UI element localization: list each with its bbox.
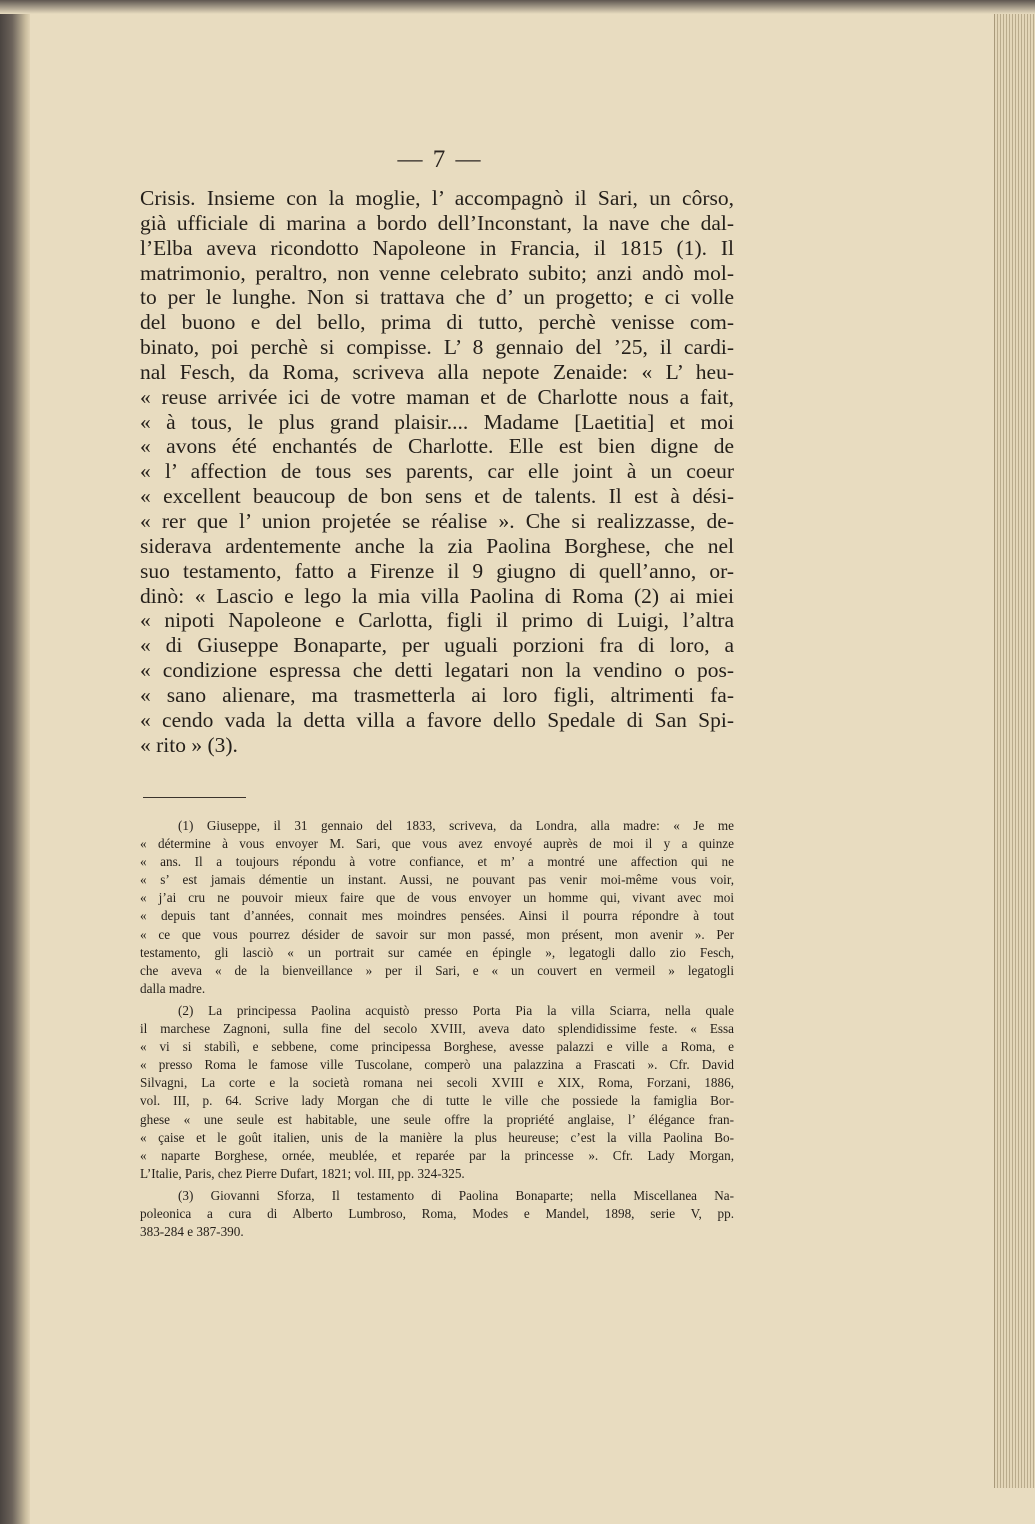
body-line: « à tous, le plus grand plaisir.... Madame [Laetitia] et moi xyxy=(140,409,734,434)
footnote-line: Silvagni, La corte e la società romana nei secoli XVIII e XIX, Roma, Forzani, 1886, xyxy=(140,1075,734,1091)
footnote-line: (2) La principessa Paolina acquistò presso Porta Pia la villa Sciarra, nella quale xyxy=(178,1002,734,1018)
footnote-line: vol. III, p. 64. Scrive lady Morgan che di tutte le ville che possiede la famiglia Bor- xyxy=(140,1093,734,1109)
footnote-line: poleonica a cura di Alberto Lumbroso, Roma, Modes e Mandel, 1898, serie V, pp. xyxy=(140,1205,734,1221)
footnote-line: 383-284 e 387-390. xyxy=(140,1224,244,1240)
body-line: « sano alienare, ma trasmetterla ai loro figli, altrimenti fa- xyxy=(140,682,734,707)
book-binding xyxy=(0,0,30,1524)
footnote-line: « ce que vous pourrez désider de savoir sur mon passé, mon présent, mon avenir ». Per xyxy=(140,926,734,942)
page-edges xyxy=(994,14,1035,1488)
body-line: nal Fesch, da Roma, scriveva alla nepote Zenaide: « L’ heu- xyxy=(140,359,734,384)
body-line: Crisis. Insieme con la moglie, l’ accompagnò il Sari, un côrso, xyxy=(140,186,734,210)
footnote-line: « s’ est jamais démentie un instant. Aussi, ne pouvant pas venir moi-même vous voir, xyxy=(140,872,734,888)
body-line: « cendo vada la detta villa a favore dello Spedale di San Spi- xyxy=(140,707,734,732)
footnote-line: « naparte Borghese, ornée, meublée, et reparée par la princesse ». Cfr. Lady Morgan, xyxy=(140,1147,734,1163)
footnote-1 xyxy=(140,817,734,998)
body-line: « avons été enchantés de Charlotte. Elle est bien digne de xyxy=(140,434,734,459)
body-line: « di Giuseppe Bonaparte, per uguali porzioni fra di loro, a xyxy=(140,633,734,658)
footnote-line: « çaise et le goût italien, unis de la manière la plus heureuse; c’est la villa Paolina Bo- xyxy=(140,1129,734,1145)
footnote-line: « ans. Il a toujours répondu à votre confiance, et m’ a montré une affection qui ne xyxy=(140,854,734,870)
body-line: l’Elba aveva ricondotto Napoleone in Francia, il 1815 (1). Il xyxy=(140,235,734,260)
body-line: suo testamento, fatto a Firenze il 9 giugno di quell’anno, or- xyxy=(140,558,734,583)
footnotes xyxy=(140,817,734,1241)
body-line: « nipoti Napoleone e Carlotta, figli il primo di Luigi, l’altra xyxy=(140,608,734,633)
body-line: matrimonio, peraltro, non venne celebrato subito; anzi andò mol- xyxy=(140,260,734,285)
body-line: « excellent beaucoup de bon sens et de talents. Il est à dési- xyxy=(140,484,734,509)
body-line: già ufficiale di marina a bordo dell’Inconstant, la nave che dal- xyxy=(140,210,734,235)
footnote-line: « presso Roma le famose ville Tuscolane, comperò una palazzina a Frascati ». Cfr. David xyxy=(140,1057,734,1073)
footnote-3 xyxy=(140,1187,734,1241)
footnote-line: (3) Giovanni Sforza, Il testamento di Paolina Bonaparte; nella Miscellanea Na- xyxy=(178,1187,734,1203)
footnote-line: dalla madre. xyxy=(140,980,206,996)
body-line: siderava ardentemente anche la zia Paolina Borghese, che nel xyxy=(140,533,734,558)
body-line: « rer que l’ union projetée se réalise ». Che si realizzasse, de- xyxy=(140,508,734,533)
footnote-line: « j’ai cru ne pouvoir mieux faire que de vous envoyer un homme qui, vivant avec moi xyxy=(140,890,734,906)
body-line: « l’ affection de tous ses parents, car elle joint à un coeur xyxy=(140,459,734,484)
footnote-line: che aveva « de la bienveillance » per il Sari, e « un couvert en vermeil » legatogli xyxy=(140,962,734,978)
footnote-separator xyxy=(143,797,246,798)
footnote-line: « depuis tant d’années, connait mes moindres pensées. Ainsi il pourra répondre à tout xyxy=(140,908,734,924)
body-line: to per le lunghe. Non si trattava che d’ un progetto; e ci volle xyxy=(140,285,734,310)
page-top-shadow xyxy=(0,0,1035,14)
page-number: — 7 — xyxy=(397,146,483,173)
footnote-2 xyxy=(140,1002,734,1183)
footnote-line: L’Italie, Paris, chez Pierre Dufart, 1821; vol. III, pp. 324-325. xyxy=(140,1165,465,1181)
footnote-line: « détermine à vous envoyer M. Sari, que vous avez envoyé auprès de moi il y a quinze xyxy=(140,836,734,852)
footnote-line: il marchese Zagnoni, sulla fine del secolo XVIII, aveva dato splendidissime feste. « Essa xyxy=(140,1021,734,1037)
body-line: « rito » (3). xyxy=(140,732,238,757)
body-line: del buono e del bello, prima di tutto, perchè venisse com- xyxy=(140,310,734,335)
footnote-line: testamento, gli lasciò « un portrait sur camée en épingle », legatogli dallo zio Fesch, xyxy=(140,944,734,960)
footnote-line: (1) Giuseppe, il 31 gennaio del 1833, scriveva, da Londra, alla madre: « Je me xyxy=(178,818,734,833)
body-text xyxy=(140,186,734,757)
body-line: « condizione espressa che detti legatari non la vendino o pos- xyxy=(140,658,734,683)
footnote-line: ghese « une seule est habitable, une seule offre la propriété anglaise, l’ élégance fran- xyxy=(140,1111,734,1127)
body-line: dinò: « Lascio e lego la mia villa Paolina di Roma (2) ai miei xyxy=(140,583,734,608)
body-line: « reuse arrivée ici de votre maman et de Charlotte nous a fait, xyxy=(140,384,734,409)
footnote-line: « vi si stabilì, e sebbene, come principessa Borghese, avesse palazzi e ville a Roma, e xyxy=(140,1039,734,1055)
body-line: binato, poi perchè si compisse. L’ 8 gennaio del ’25, il cardi- xyxy=(140,335,734,360)
